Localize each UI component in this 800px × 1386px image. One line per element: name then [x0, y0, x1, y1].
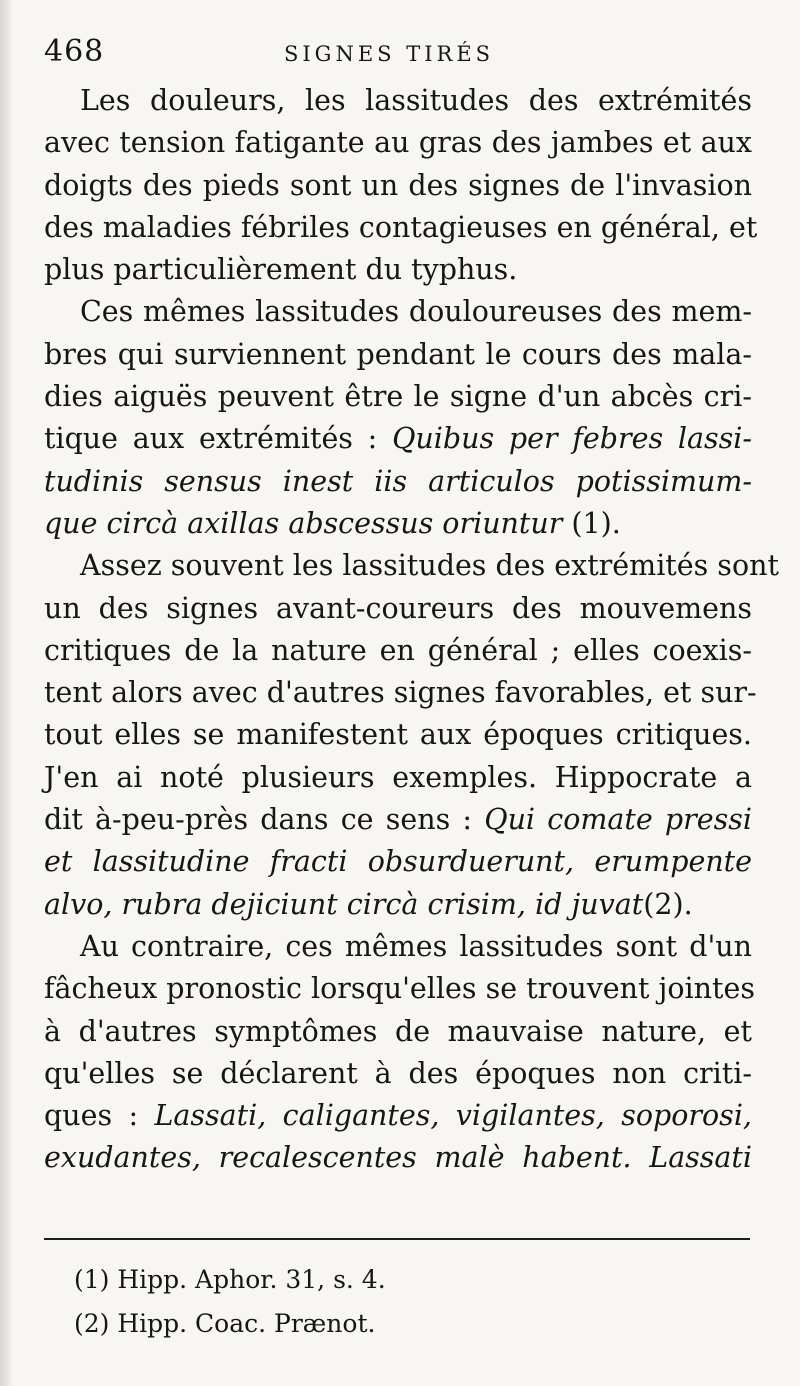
- latin-quote-line: exudantes, recalescentes malè habent. Lassati: [44, 1141, 752, 1175]
- text-line-mixed: [44, 1095, 752, 1137]
- text-line: des maladies fébriles contagieuses en général, et: [44, 210, 758, 244]
- latin-quote: Qui comate pressi: [484, 803, 752, 837]
- paragraph-3: [44, 545, 779, 926]
- text-line: qu'elles se déclarent à des époques non criti-: [44, 1056, 752, 1090]
- footnote-ref-2[interactable]: (2).: [643, 887, 693, 921]
- text-line: fâcheux pronostic lorsqu'elles se trouvent jointes: [44, 972, 755, 1006]
- text-line: à d'autres symptômes de mauvaise nature, et: [44, 1014, 752, 1048]
- latin-quote: que circà axillas abscessus oriuntur: [44, 506, 563, 540]
- text-line: Au contraire, ces mêmes lassitudes sont d'un: [80, 929, 752, 963]
- paragraph-1: [44, 80, 758, 291]
- text-line: tout elles se manifestent aux époques critiques.: [44, 718, 752, 752]
- text-run: ques :: [44, 1099, 139, 1133]
- text-line: plus particulièrement du typhus.: [44, 253, 518, 287]
- text-run: dit à-peu-près dans ce sens :: [44, 803, 472, 837]
- text-line: Les douleurs, les lassitudes des extrémités: [80, 84, 752, 117]
- text-line: J'en ai noté plusieurs exemples. Hippocrate a: [44, 760, 752, 794]
- text-line-mixed: [44, 799, 752, 841]
- text-line-mixed: [44, 884, 752, 926]
- latin-quote: Lassati, caligantes, vigilantes, soporosi,: [154, 1099, 752, 1133]
- latin-quote: alvo, rubra dejiciunt circà crisim, id juvat: [44, 887, 644, 921]
- paragraph-2: [44, 291, 752, 545]
- text-line: critiques de la nature en général ; elles coexis-: [44, 633, 752, 667]
- text-line: Assez souvent les lassitudes des extrémités sont: [80, 549, 779, 583]
- text-line: doigts des pieds sont un des signes de l'invasion: [44, 168, 752, 202]
- latin-quote: Quibus per febres lassi-: [392, 422, 753, 456]
- footnote-2: (2) Hipp. Coac. Prænot.: [74, 1309, 376, 1338]
- text-line: tent alors avec d'autres signes favorables, et sur-: [44, 676, 757, 710]
- footnote-rule: [44, 1238, 750, 1240]
- text-line: avec tension fatigante au gras des jambes et aux: [44, 126, 752, 160]
- latin-quote-line: et lassitudine fracti obsurduerunt, erumpente: [44, 845, 752, 879]
- text-line-mixed: [44, 503, 752, 545]
- running-title: SIGNES TIRÉS: [284, 42, 495, 66]
- latin-quote-line: tudinis sensus inest iis articulos potissimum-: [44, 464, 752, 498]
- text-line-mixed: [44, 418, 752, 460]
- footnote-ref-1[interactable]: (1).: [571, 506, 621, 540]
- text-line: bres qui surviennent pendant le cours des mala-: [44, 337, 752, 371]
- page-number: 468: [44, 34, 105, 69]
- text-line: Ces mêmes lassitudes douloureuses des mem-: [80, 295, 752, 329]
- footnote-1: (1) Hipp. Aphor. 31, s. 4.: [74, 1265, 386, 1294]
- text-line: dies aiguës peuvent être le signe d'un abcès cri-: [44, 380, 752, 414]
- page-edge-shadow: [0, 0, 14, 1386]
- body-text: [44, 80, 779, 1180]
- text-run: tique aux extrémités :: [44, 422, 378, 456]
- footnotes: [74, 1258, 724, 1346]
- paragraph-4: [44, 926, 755, 1180]
- text-line: un des signes avant-coureurs des mouvemens: [44, 591, 752, 625]
- running-head: [44, 34, 750, 74]
